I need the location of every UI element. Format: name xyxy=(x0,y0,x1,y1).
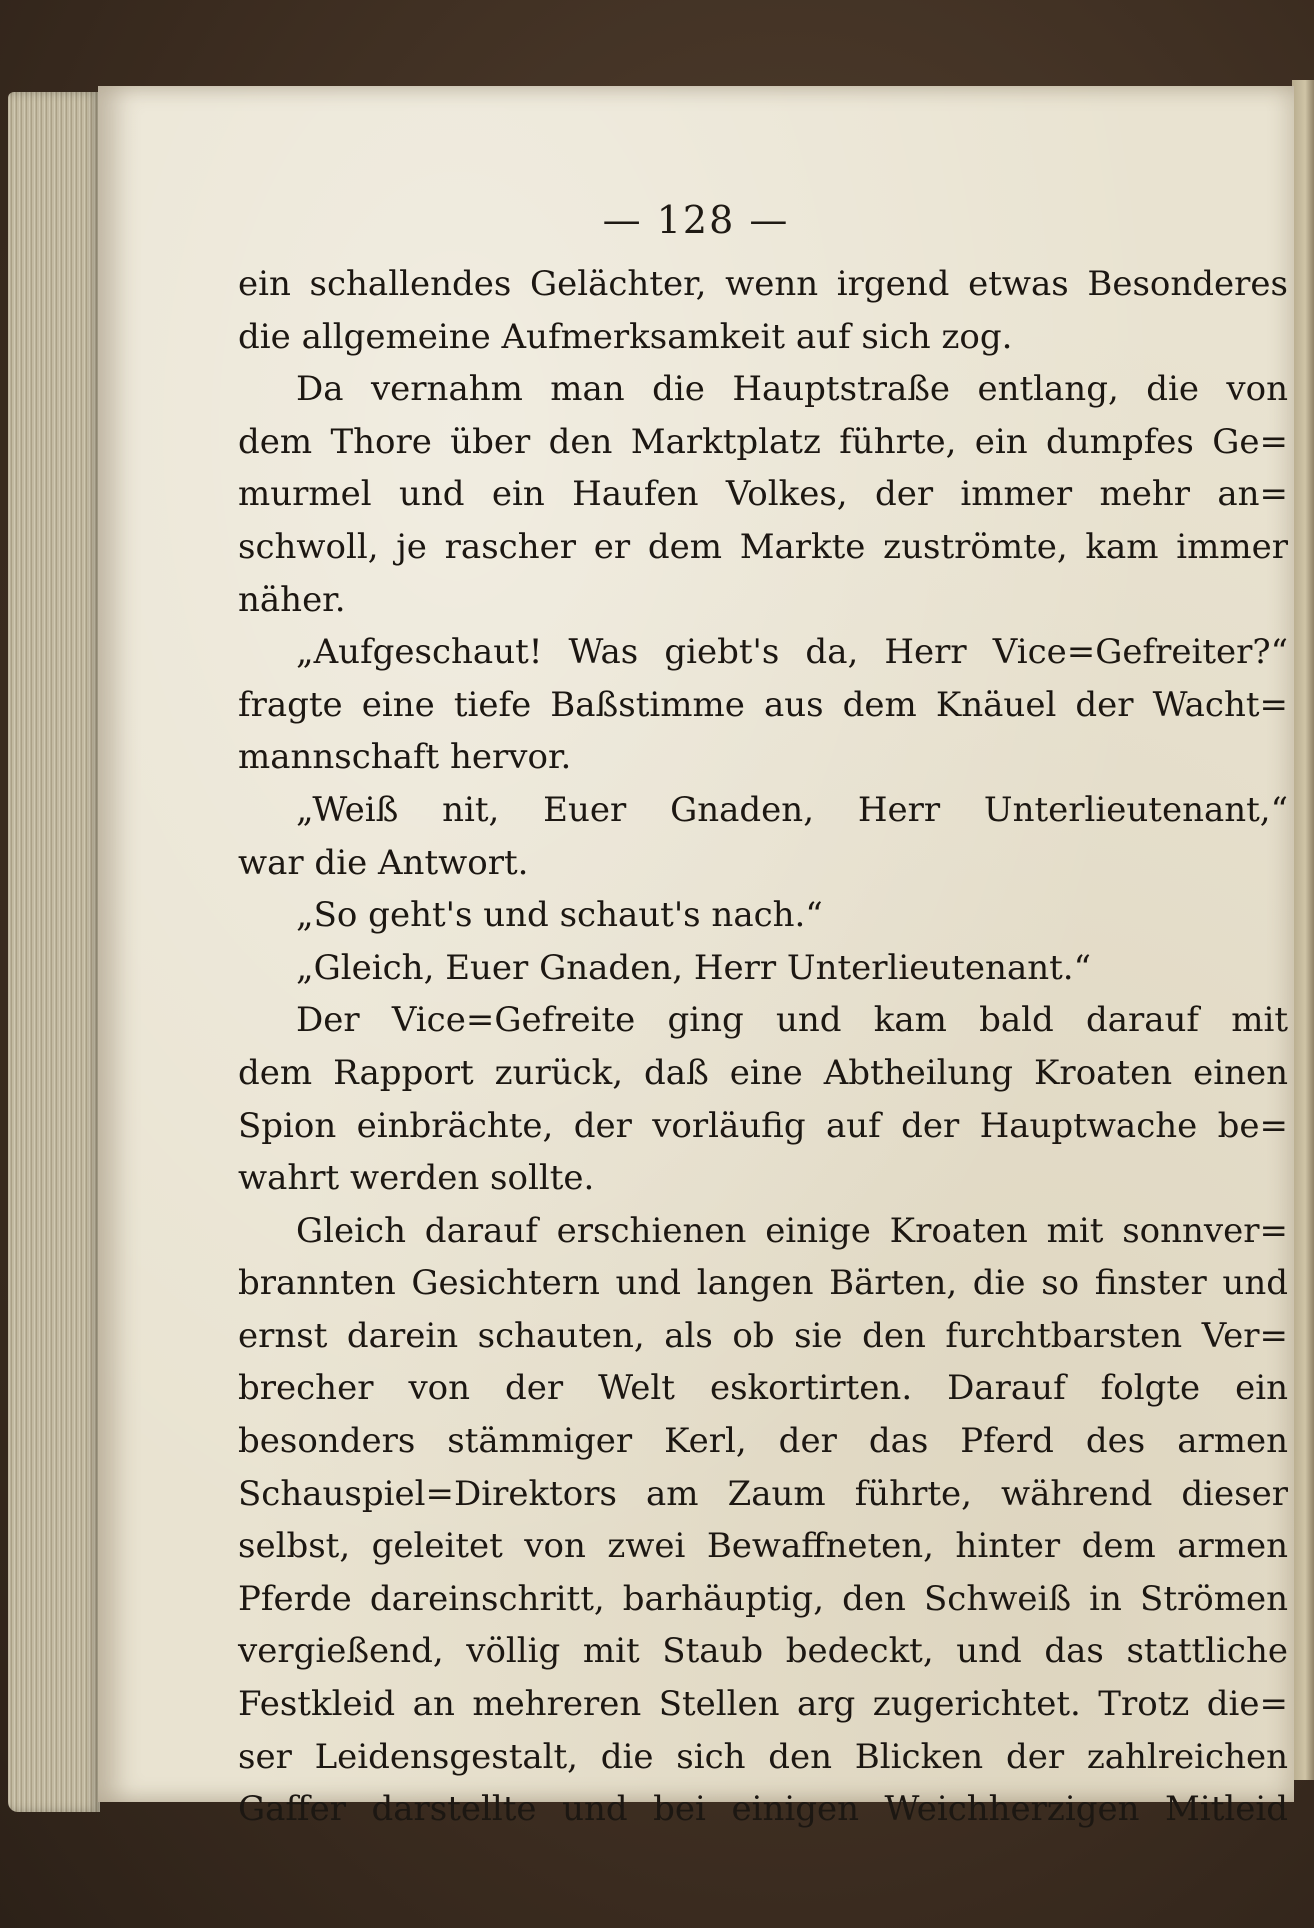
text-line: ein schallendes Gelächter, wenn irgend etwas Besonderes xyxy=(238,264,1288,304)
text-line: brecher von der Welt eskortirten. Darauf folgte ein xyxy=(238,1368,1288,1409)
text-line: murmel und ein Haufen Volkes, der immer mehr an= xyxy=(238,474,1288,515)
text-line: ser Leidensgestalt, die sich den Blicken der zahlreichen xyxy=(238,1736,1288,1777)
text-line: vergießend, völlig mit Staub bedeckt, und das stattliche xyxy=(238,1631,1288,1672)
text-line: Pferde dareinschritt, barhäuptig, den Schweiß in Strömen xyxy=(238,1578,1288,1619)
text-line: „Gleich, Euer Gnaden, Herr Unterlieutenant.“ xyxy=(296,947,1091,988)
text-line: „Weiß nit, Euer Gnaden, Herr Unterlieutenant,“ xyxy=(296,789,1288,830)
text-line: besonders stämmiger Kerl, der das Pferd des armen xyxy=(238,1421,1288,1462)
text-line: wahrt werden sollte. xyxy=(238,1158,595,1199)
text-line: „So geht's und schaut's nach.“ xyxy=(296,895,823,936)
text-line: die allgemeine Aufmerksamkeit auf sich zog. xyxy=(238,316,1013,357)
text-line: näher. xyxy=(238,579,346,620)
page-edges xyxy=(8,92,100,1812)
book-page xyxy=(98,86,1294,1830)
text-line: mannschaft hervor. xyxy=(238,737,572,778)
text-line: schwoll, je rascher er dem Markte zuströmte, kam immer xyxy=(238,526,1288,567)
text-line: Der Vice=Gefreite ging und kam bald darauf mit xyxy=(296,1000,1288,1041)
text-line: „Aufgeschaut! Was giebt's da, Herr Vice=Gefreiter?“ xyxy=(296,632,1288,673)
text-line: Spion einbrächte, der vorläufig auf der Hauptwache be= xyxy=(238,1105,1288,1146)
text-line: Festkleid an mehreren Stellen arg zugerichtet. Trotz die= xyxy=(238,1684,1288,1725)
text-line: Da vernahm man die Hauptstraße entlang, die von xyxy=(296,369,1288,410)
text-line: dem Thore über den Marktplatz führte, ein dumpfes Ge= xyxy=(238,421,1288,462)
text-line: Gleich darauf erschienen einige Kroaten mit sonnver= xyxy=(296,1210,1288,1251)
text-line: fragte eine tiefe Baßstimme aus dem Knäuel der Wacht= xyxy=(238,684,1288,725)
text-line: brannten Gesichtern und langen Bärten, die so finster und xyxy=(238,1263,1288,1304)
text-line: war die Antwort. xyxy=(238,842,529,883)
text-line: dem Rapport zurück, daß eine Abtheilung Kroaten einen xyxy=(238,1052,1288,1093)
body-text xyxy=(238,258,1288,1836)
text-line: Gaffer darstellte und bei einigen Weichherzigen Mitleid xyxy=(238,1789,1288,1830)
text-line: Schauspiel=Direktors am Zaum führte, während dieser xyxy=(238,1473,1288,1514)
text-line: ernst darein schauten, als ob sie den furchtbarsten Ver= xyxy=(238,1315,1288,1356)
page-number: — 128 — xyxy=(602,198,790,242)
text-line: selbst, geleitet von zwei Bewaffneten, hinter dem armen xyxy=(238,1526,1288,1567)
right-page-edge xyxy=(1292,80,1314,1780)
